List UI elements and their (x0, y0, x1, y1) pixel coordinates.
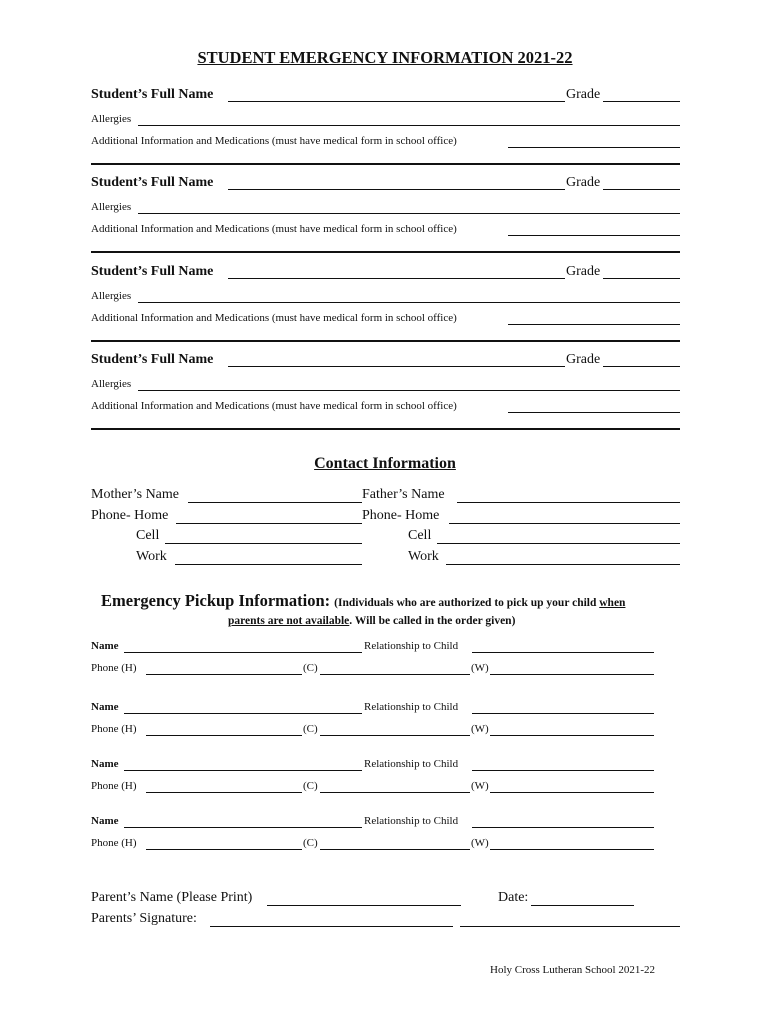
emergency-note-part1: (Individuals who are authorized to pick up your child (334, 597, 600, 609)
pickup-name-label: Name (91, 640, 119, 652)
allergies-field[interactable] (138, 302, 680, 303)
pickup-phone-home-label: Phone (H) (91, 837, 137, 849)
pickup-phone-cell-label: (C) (303, 780, 318, 792)
father-name-field[interactable] (457, 502, 680, 503)
pickup-phone-home-label: Phone (H) (91, 780, 137, 792)
pickup-relationship-label: Relationship to Child (364, 640, 459, 652)
pickup-relationship-field[interactable] (472, 713, 654, 714)
pickup-phone-work-label: (W) (471, 837, 489, 849)
pickup-name-label: Name (91, 758, 119, 770)
pickup-relationship-field[interactable] (472, 827, 654, 828)
pickup-phone-work-label: (W) (471, 780, 489, 792)
additional-info-field[interactable] (508, 412, 680, 413)
pickup-phone-cell-label: (C) (303, 723, 318, 735)
pickup-relationship-field[interactable] (472, 652, 654, 653)
pickup-phone-work-label: (W) (471, 662, 489, 674)
allergies-label: Allergies (91, 201, 132, 213)
pickup-phone-home-field[interactable] (146, 735, 302, 736)
contact-title: Contact Information (314, 455, 456, 472)
signature-label: Parents’ Signature: (91, 911, 197, 926)
pickup-phone-work-label: (W) (471, 723, 489, 735)
allergies-field[interactable] (138, 390, 680, 391)
additional-info-line[interactable] (91, 251, 680, 253)
emergency-note-not-available: parents are not available (228, 615, 350, 627)
student-name-label: Student’s Full Name (91, 352, 214, 367)
student-name-field[interactable] (228, 278, 565, 279)
grade-field[interactable] (603, 189, 680, 190)
pickup-name-label: Name (91, 701, 119, 713)
student-name-label: Student’s Full Name (91, 87, 214, 102)
additional-info-line[interactable] (91, 163, 680, 165)
pickup-phone-home-label: Phone (H) (91, 662, 137, 674)
emergency-heading (101, 591, 625, 611)
date-field[interactable] (531, 905, 634, 906)
mother-cell-field[interactable] (165, 543, 362, 544)
pickup-phone-cell-field[interactable] (320, 849, 470, 850)
pickup-phone-cell-field[interactable] (320, 735, 470, 736)
allergies-label: Allergies (91, 113, 132, 125)
allergies-field[interactable] (138, 213, 680, 214)
mother-work-label: Work (136, 549, 167, 564)
student-name-label: Student’s Full Name (91, 264, 214, 279)
pickup-phone-home-field[interactable] (146, 674, 302, 675)
pickup-phone-work-field[interactable] (490, 674, 654, 675)
date-label: Date: (498, 890, 529, 905)
page-title: STUDENT EMERGENCY INFORMATION 2021-22 (197, 48, 573, 67)
student-name-field[interactable] (228, 366, 565, 367)
emergency-note-line2 (228, 611, 515, 629)
pickup-phone-cell-label: (C) (303, 837, 318, 849)
signature-field-2[interactable] (460, 926, 680, 927)
student-name-label: Student’s Full Name (91, 175, 214, 190)
parent-name-field[interactable] (267, 905, 461, 906)
father-cell-field[interactable] (437, 543, 680, 544)
grade-label: Grade (566, 87, 601, 102)
student-name-field[interactable] (228, 189, 565, 190)
pickup-relationship-label: Relationship to Child (364, 701, 459, 713)
grade-field[interactable] (603, 366, 680, 367)
emergency-note-part2: . Will be called in the order given) (349, 615, 516, 627)
pickup-phone-work-field[interactable] (490, 792, 654, 793)
grade-field[interactable] (603, 278, 680, 279)
student-name-field[interactable] (228, 101, 565, 102)
mother-phone-home-label: Phone- Home (91, 508, 169, 523)
grade-label: Grade (566, 264, 601, 279)
pickup-relationship-label: Relationship to Child (364, 815, 459, 827)
emergency-note-when: when (599, 597, 626, 609)
pickup-phone-home-field[interactable] (146, 849, 302, 850)
grade-field[interactable] (603, 101, 680, 102)
grade-label: Grade (566, 352, 601, 367)
signature-field[interactable] (210, 926, 453, 927)
mother-phone-home-field[interactable] (176, 523, 362, 524)
pickup-phone-cell-label: (C) (303, 662, 318, 674)
additional-info-label: Additional Information and Medications (must have medical form in school office) (91, 135, 457, 147)
additional-info-label: Additional Information and Medications (must have medical form in school office) (91, 400, 457, 412)
pickup-phone-work-field[interactable] (490, 849, 654, 850)
additional-info-field[interactable] (508, 147, 680, 148)
father-phone-home-field[interactable] (449, 523, 680, 524)
pickup-name-label: Name (91, 815, 119, 827)
additional-info-label: Additional Information and Medications (must have medical form in school office) (91, 312, 457, 324)
additional-info-field[interactable] (508, 324, 680, 325)
father-work-field[interactable] (446, 564, 680, 565)
pickup-name-field[interactable] (124, 770, 362, 771)
mother-name-field[interactable] (188, 502, 362, 503)
parent-name-label: Parent’s Name (Please Print) (91, 890, 253, 905)
mother-work-field[interactable] (175, 564, 362, 565)
father-phone-home-label: Phone- Home (362, 508, 440, 523)
pickup-phone-work-field[interactable] (490, 735, 654, 736)
additional-info-line[interactable] (91, 428, 680, 430)
pickup-phone-cell-field[interactable] (320, 792, 470, 793)
allergies-label: Allergies (91, 378, 132, 390)
father-cell-label: Cell (408, 528, 432, 543)
footer-school: Holy Cross Lutheran School 2021-22 (490, 964, 655, 976)
additional-info-label: Additional Information and Medications (must have medical form in school office) (91, 223, 457, 235)
pickup-relationship-field[interactable] (472, 770, 654, 771)
pickup-name-field[interactable] (124, 652, 362, 653)
pickup-phone-home-label: Phone (H) (91, 723, 137, 735)
pickup-name-field[interactable] (124, 827, 362, 828)
additional-info-line[interactable] (91, 340, 680, 342)
grade-label: Grade (566, 175, 601, 190)
pickup-name-field[interactable] (124, 713, 362, 714)
father-work-label: Work (408, 549, 439, 564)
pickup-phone-cell-field[interactable] (320, 674, 470, 675)
mother-cell-label: Cell (136, 528, 160, 543)
allergies-field[interactable] (138, 125, 680, 126)
emergency-title: Emergency Pickup Information: (101, 591, 331, 610)
father-name-label: Father’s Name (362, 487, 445, 502)
mother-name-label: Mother’s Name (91, 487, 179, 502)
pickup-phone-home-field[interactable] (146, 792, 302, 793)
pickup-relationship-label: Relationship to Child (364, 758, 459, 770)
additional-info-field[interactable] (508, 235, 680, 236)
allergies-label: Allergies (91, 290, 132, 302)
